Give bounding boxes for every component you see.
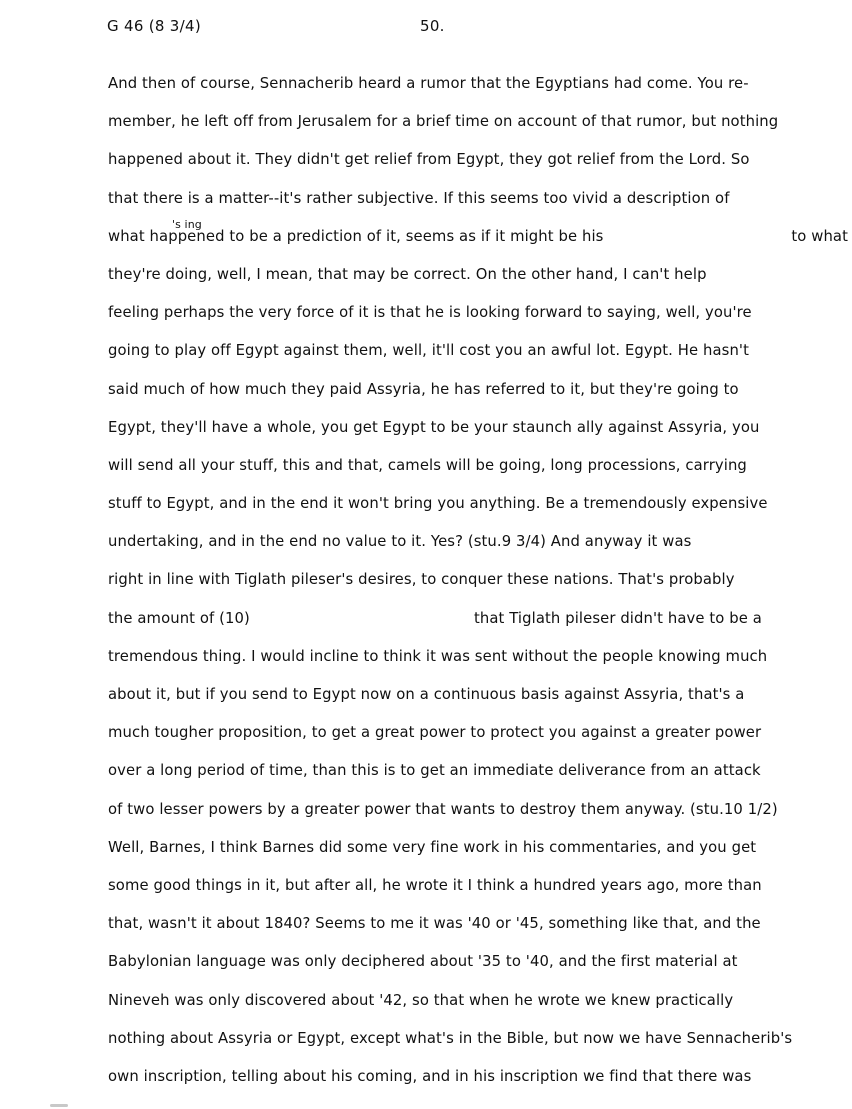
text-line: they're doing, well, I mean, that may be correct. On the other hand, I can't help [108, 265, 707, 283]
text-fragment: to what [791, 227, 848, 245]
document-code: G 46 (8 3/4) [107, 17, 202, 35]
text-line: Egypt, they'll have a whole, you get Egypt to be your staunch ally against Assyria, you [108, 418, 760, 436]
text-line: much tougher proposition, to get a great power to protect you against a greater power [108, 724, 762, 742]
text-line: feeling perhaps the very force of it is that he is looking forward to saying, well, you're [108, 304, 752, 322]
text-fragment: what happened to be a prediction of it, seems as if it might be his [108, 227, 604, 245]
transcript-body [108, 72, 852, 1103]
scan-artifact [50, 1104, 68, 1107]
text-line: of two lesser powers by a greater power that wants to destroy them anyway. (stu.10 1/2) [108, 800, 778, 818]
text-line-with-gap [108, 217, 852, 263]
text-line: going to play off Egypt against them, well, it'll cost you an awful lot. Egypt. He hasn't [108, 342, 749, 360]
text-line: own inscription, telling about his coming, and in his inscription we find that there was [108, 1067, 752, 1085]
text-line: member, he left off from Jerusalem for a brief time on account of that rumor, but nothing [108, 113, 779, 131]
handwritten-correction: 's ing [172, 217, 202, 231]
text-line: happened about it. They didn't get relief from Egypt, they got relief from the Lord. So [108, 151, 750, 169]
text-line: that, wasn't it about 1840? Seems to me it was '40 or '45, something like that, and the [108, 915, 761, 933]
text-line: about it, but if you send to Egypt now on a continuous basis against Assyria, that's a [108, 686, 745, 703]
text-line: will send all your stuff, this and that, camels will be going, long processions, carrying [108, 456, 747, 474]
text-line: Babylonian language was only deciphered about '35 to '40, and the first material at [108, 953, 738, 971]
text-line: stuff to Egypt, and in the end it won't bring you anything. Be a tremendously expensive [108, 495, 768, 513]
text-line: Nineveh was only discovered about '42, so that when he wrote we knew practically [108, 991, 734, 1009]
text-line: some good things in it, but after all, he wrote it I think a hundred years ago, more than [108, 876, 762, 894]
text-line: that there is a matter--it's rather subjective. If this seems too vivid a description of [108, 189, 730, 207]
text-line: Well, Barnes, I think Barnes did some very fine work in his commentaries, and you get [108, 838, 757, 856]
page-number: 50. [420, 17, 445, 35]
text-fragment: that Tiglath pileser didn't have to be a [474, 609, 762, 627]
text-fragment: the amount of (10) [108, 609, 250, 627]
text-line: undertaking, and in the end no value to it. Yes? (stu.9 3/4) And anyway it was [108, 533, 692, 551]
text-line: And then of course, Sennacherib heard a rumor that the Egyptians had come. You re- [108, 75, 749, 92]
text-line: over a long period of time, than this is to get an immediate deliverance from an attack [108, 762, 761, 780]
text-line: tremendous thing. I would incline to think it was sent without the people knowing much [108, 647, 768, 665]
text-line: right in line with Tiglath pileser's desires, to conquer these nations. That's probably [108, 571, 735, 589]
text-line: said much of how much they paid Assyria, he has referred to it, but they're going to [108, 380, 739, 398]
text-line: nothing about Assyria or Egypt, except what's in the Bible, but now we have Sennacherib's [108, 1029, 793, 1047]
text-line-with-gap [108, 607, 852, 645]
